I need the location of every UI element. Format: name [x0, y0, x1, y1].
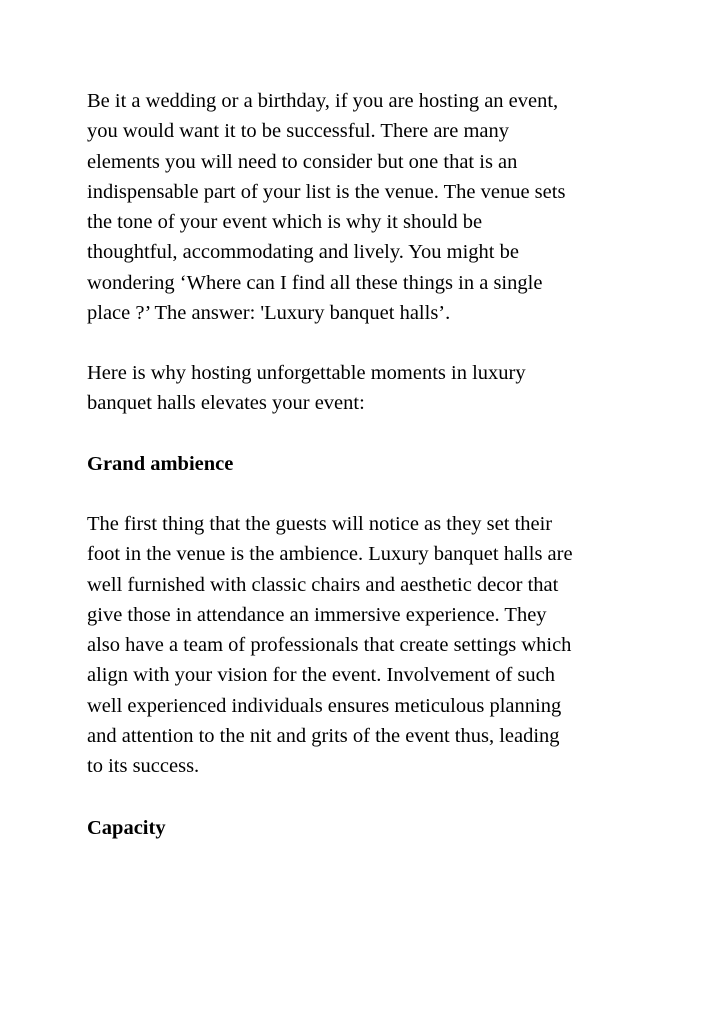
- section-heading-grand-ambience: Grand ambience: [87, 453, 234, 475]
- section-heading-capacity: Capacity: [87, 817, 166, 839]
- grand-ambience-paragraph: The first thing that the guests will notice as they set their foot in the venue is the ambience. Luxury banquet halls are well furnished with classic chairs and aesthetic decor that give those in attendance an immersive experience. They also have a team of professionals that create settings which align with your vision for the event. Involvement of such well experienced individuals ensures meticulous planning and attention to the nit and grits of the event thus, leading to its success.: [87, 513, 573, 778]
- intro-paragraph: Be it a wedding or a birthday, if you are hosting an event, you would want it to be successful. There are many elements you will need to consider but one that is an indispensable part of your list is the venue. The venue sets the tone of your event which is why it should be thoughtful, accommodating and lively. You might be wondering ‘Where can I find all these things in a single place ?’ The answer: 'Luxury banquet halls’.: [87, 90, 566, 325]
- lead-in-paragraph: Here is why hosting unforgettable moments in luxury banquet halls elevates your event:: [87, 362, 526, 415]
